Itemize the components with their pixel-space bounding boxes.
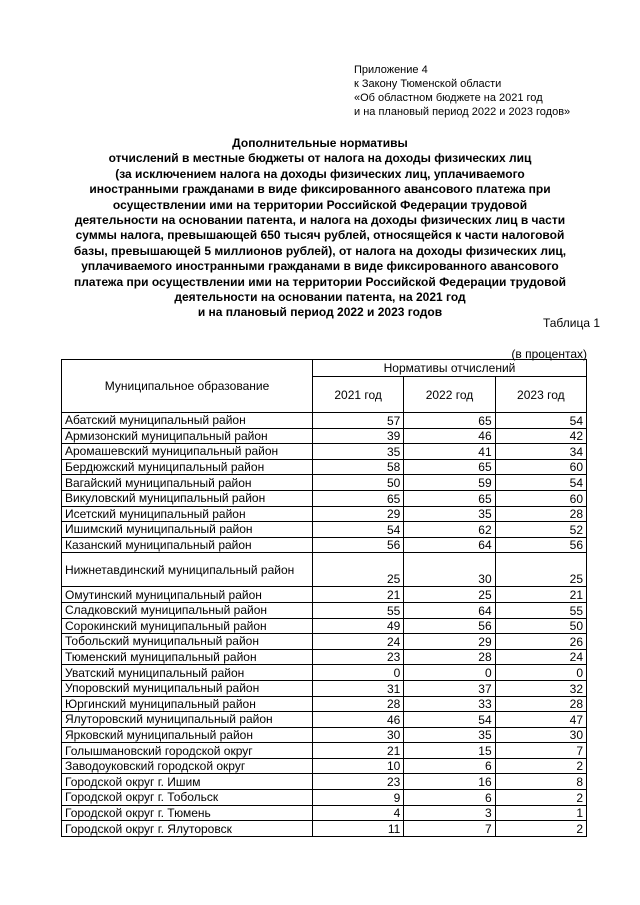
- norm-value-2022: 54: [404, 712, 495, 728]
- appendix-line: «Об областном бюджете на 2021 год: [354, 92, 543, 104]
- norm-value-2022: 41: [404, 444, 495, 460]
- unit-note: (в процентах): [511, 347, 587, 361]
- norm-value-2021: 11: [313, 821, 404, 837]
- norm-value-2023: 34: [495, 444, 586, 460]
- norm-value-2023: 52: [495, 522, 586, 538]
- municipality-name: Вагайский муниципальный район: [62, 475, 313, 491]
- table-row: [62, 821, 587, 837]
- norm-value-2021: 4: [313, 805, 404, 821]
- norm-value-2021: 25: [313, 553, 404, 587]
- norm-value-2022: 33: [404, 696, 495, 712]
- title-line: иностранными гражданами в виде фиксированного авансового платежа при: [89, 182, 551, 197]
- table-body: [62, 413, 587, 837]
- municipality-name: Тюменский муниципальный район: [62, 649, 313, 665]
- title-line: суммы налога, превышающей 650 тысяч рублей, относящейся к части налоговой: [75, 228, 565, 243]
- norm-value-2022: 3: [404, 805, 495, 821]
- norm-value-2023: 30: [495, 727, 586, 743]
- norm-value-2022: 46: [404, 428, 495, 444]
- norm-value-2021: 29: [313, 506, 404, 522]
- table-row: [62, 727, 587, 743]
- norm-value-2021: 21: [313, 587, 404, 603]
- municipality-name: Юргинский муниципальный район: [62, 696, 313, 712]
- municipality-name: Исетский муниципальный район: [62, 506, 313, 522]
- norm-value-2021: 28: [313, 696, 404, 712]
- norm-value-2023: 2: [495, 790, 586, 806]
- norm-value-2022: 64: [404, 537, 495, 553]
- appendix-line: и на плановый период 2022 и 2023 годов»: [354, 106, 571, 118]
- norm-value-2022: 15: [404, 743, 495, 759]
- norm-value-2021: 50: [313, 475, 404, 491]
- municipality-name: Городской округ г. Ялуторовск: [62, 821, 313, 837]
- norm-value-2021: 56: [313, 537, 404, 553]
- norm-value-2021: 23: [313, 649, 404, 665]
- norm-value-2021: 57: [313, 413, 404, 429]
- table-row: [62, 428, 587, 444]
- municipality-name: Ялуторовский муниципальный район: [62, 712, 313, 728]
- table-row: [62, 618, 587, 634]
- norm-value-2022: 35: [404, 727, 495, 743]
- municipality-name: Городской округ г. Тюмень: [62, 805, 313, 821]
- norm-value-2021: 9: [313, 790, 404, 806]
- norm-value-2022: 65: [404, 413, 495, 429]
- appendix-header: [354, 63, 570, 119]
- norm-value-2021: 55: [313, 602, 404, 618]
- table-row: [62, 634, 587, 650]
- title-line: деятельности на основании патента, на 2021 год: [174, 290, 466, 305]
- norm-value-2023: 28: [495, 696, 586, 712]
- norm-value-2022: 35: [404, 506, 495, 522]
- table-row: [62, 680, 587, 696]
- norm-value-2023: 7: [495, 743, 586, 759]
- norm-value-2023: 50: [495, 618, 586, 634]
- norm-value-2021: 65: [313, 490, 404, 506]
- municipality-name: Уватский муниципальный район: [62, 665, 313, 681]
- norm-value-2021: 10: [313, 758, 404, 774]
- table-row: [62, 459, 587, 475]
- norm-value-2022: 65: [404, 490, 495, 506]
- norm-value-2023: 0: [495, 665, 586, 681]
- norm-value-2022: 59: [404, 475, 495, 491]
- title-line: уплачиваемого иностранными гражданами в виде фиксированного авансового: [81, 259, 559, 274]
- municipality-name: Армизонский муниципальный район: [62, 428, 313, 444]
- municipality-name: Аромашевский муниципальный район: [62, 444, 313, 460]
- table-row: [62, 805, 587, 821]
- title-line: Дополнительные нормативы: [232, 136, 408, 150]
- header-norms-group: Нормативы отчислений: [313, 360, 587, 377]
- header-municipality: Муниципальное образование: [62, 360, 313, 413]
- table-row: [62, 743, 587, 759]
- table-row: [62, 444, 587, 460]
- norm-value-2023: 26: [495, 634, 586, 650]
- norm-value-2023: 60: [495, 459, 586, 475]
- title-line: (за исключением налога на доходы физических лиц, уплачиваемого: [115, 166, 525, 181]
- norm-value-2023: 28: [495, 506, 586, 522]
- municipality-name: Заводоуковский городской округ: [62, 758, 313, 774]
- norm-value-2023: 32: [495, 680, 586, 696]
- norm-value-2022: 28: [404, 649, 495, 665]
- table-row: [62, 553, 587, 587]
- norm-value-2023: 56: [495, 537, 586, 553]
- table-number: Таблица 1: [542, 316, 600, 330]
- municipality-name: Викуловский муниципальный район: [62, 490, 313, 506]
- norm-value-2022: 6: [404, 758, 495, 774]
- municipality-name: Нижнетавдинский муниципальный район: [62, 553, 313, 587]
- norm-value-2023: 21: [495, 587, 586, 603]
- municipality-name: Сорокинский муниципальный район: [62, 618, 313, 634]
- norm-value-2022: 30: [404, 553, 495, 587]
- norm-value-2023: 8: [495, 774, 586, 790]
- municipality-name: Упоровский муниципальный район: [62, 680, 313, 696]
- title-line: осуществлении ими на территории Российской Федерации трудовой: [112, 197, 528, 212]
- norm-value-2021: 21: [313, 743, 404, 759]
- norm-value-2022: 6: [404, 790, 495, 806]
- table-row: [62, 587, 587, 603]
- municipality-name: Городской округ г. Ишим: [62, 774, 313, 790]
- norm-value-2021: 49: [313, 618, 404, 634]
- table-row: [62, 649, 587, 665]
- norm-value-2023: 54: [495, 413, 586, 429]
- header-year-2021: 2021 год: [313, 377, 404, 413]
- norms-table: [61, 359, 587, 837]
- norm-value-2021: 0: [313, 665, 404, 681]
- table-row: [62, 665, 587, 681]
- norm-value-2021: 54: [313, 522, 404, 538]
- norm-value-2022: 25: [404, 587, 495, 603]
- table-row: [62, 696, 587, 712]
- norm-value-2022: 29: [404, 634, 495, 650]
- norm-value-2022: 37: [404, 680, 495, 696]
- norm-value-2021: 31: [313, 680, 404, 696]
- norm-value-2023: 25: [495, 553, 586, 587]
- table-row: [62, 413, 587, 429]
- norm-value-2022: 0: [404, 665, 495, 681]
- norm-value-2023: 55: [495, 602, 586, 618]
- municipality-name: Голышмановский городской округ: [62, 743, 313, 759]
- table-row: [62, 712, 587, 728]
- municipality-name: Сладковский муниципальный район: [62, 602, 313, 618]
- norm-value-2023: 47: [495, 712, 586, 728]
- norm-value-2022: 64: [404, 602, 495, 618]
- table-row: [62, 602, 587, 618]
- norm-value-2022: 16: [404, 774, 495, 790]
- table-row: [62, 537, 587, 553]
- appendix-line: Приложение 4: [354, 64, 428, 76]
- header-year-2023: 2023 год: [495, 377, 586, 413]
- table-row: [62, 758, 587, 774]
- norm-value-2022: 7: [404, 821, 495, 837]
- norm-value-2023: 60: [495, 490, 586, 506]
- title-line: базы, превышающей 5 миллионов рублей), от налога на доходы физических лиц,: [73, 243, 567, 258]
- municipality-name: Ишимский муниципальный район: [62, 522, 313, 538]
- norm-value-2021: 46: [313, 712, 404, 728]
- norm-value-2021: 24: [313, 634, 404, 650]
- table-row: [62, 475, 587, 491]
- norm-value-2022: 56: [404, 618, 495, 634]
- header-year-2022: 2022 год: [404, 377, 495, 413]
- norm-value-2022: 62: [404, 522, 495, 538]
- norm-value-2021: 35: [313, 444, 404, 460]
- norm-value-2021: 39: [313, 428, 404, 444]
- norm-value-2023: 24: [495, 649, 586, 665]
- document-title: [40, 136, 600, 321]
- table-row: [62, 490, 587, 506]
- appendix-line: к Закону Тюменской области: [354, 78, 502, 90]
- norm-value-2023: 42: [495, 428, 586, 444]
- municipality-name: Ярковский муниципальный район: [62, 727, 313, 743]
- title-line: деятельности на основании патента, и налога на доходы физических лиц в части: [74, 213, 566, 228]
- municipality-name: Омутинский муниципальный район: [62, 587, 313, 603]
- norm-value-2023: 2: [495, 758, 586, 774]
- norm-value-2023: 54: [495, 475, 586, 491]
- norm-value-2021: 58: [313, 459, 404, 475]
- title-line: платежа при осуществлении ими на территории Российской Федерации трудовой: [73, 274, 567, 289]
- municipality-name: Тобольский муниципальный район: [62, 634, 313, 650]
- table-row: [62, 522, 587, 538]
- norm-value-2021: 30: [313, 727, 404, 743]
- norm-value-2023: 1: [495, 805, 586, 821]
- table-row: [62, 506, 587, 522]
- title-line: и на плановый период 2022 и 2023 годов: [197, 305, 443, 320]
- municipality-name: Абатский муниципальный район: [62, 413, 313, 429]
- norm-value-2022: 65: [404, 459, 495, 475]
- norm-value-2023: 2: [495, 821, 586, 837]
- norm-value-2021: 23: [313, 774, 404, 790]
- municipality-name: Городской округ г. Тобольск: [62, 790, 313, 806]
- table-row: [62, 774, 587, 790]
- table-row: [62, 790, 587, 806]
- title-line: отчислений в местные бюджеты от налога на доходы физических лиц: [108, 151, 532, 166]
- municipality-name: Казанский муниципальный район: [62, 537, 313, 553]
- municipality-name: Бердюжский муниципальный район: [62, 459, 313, 475]
